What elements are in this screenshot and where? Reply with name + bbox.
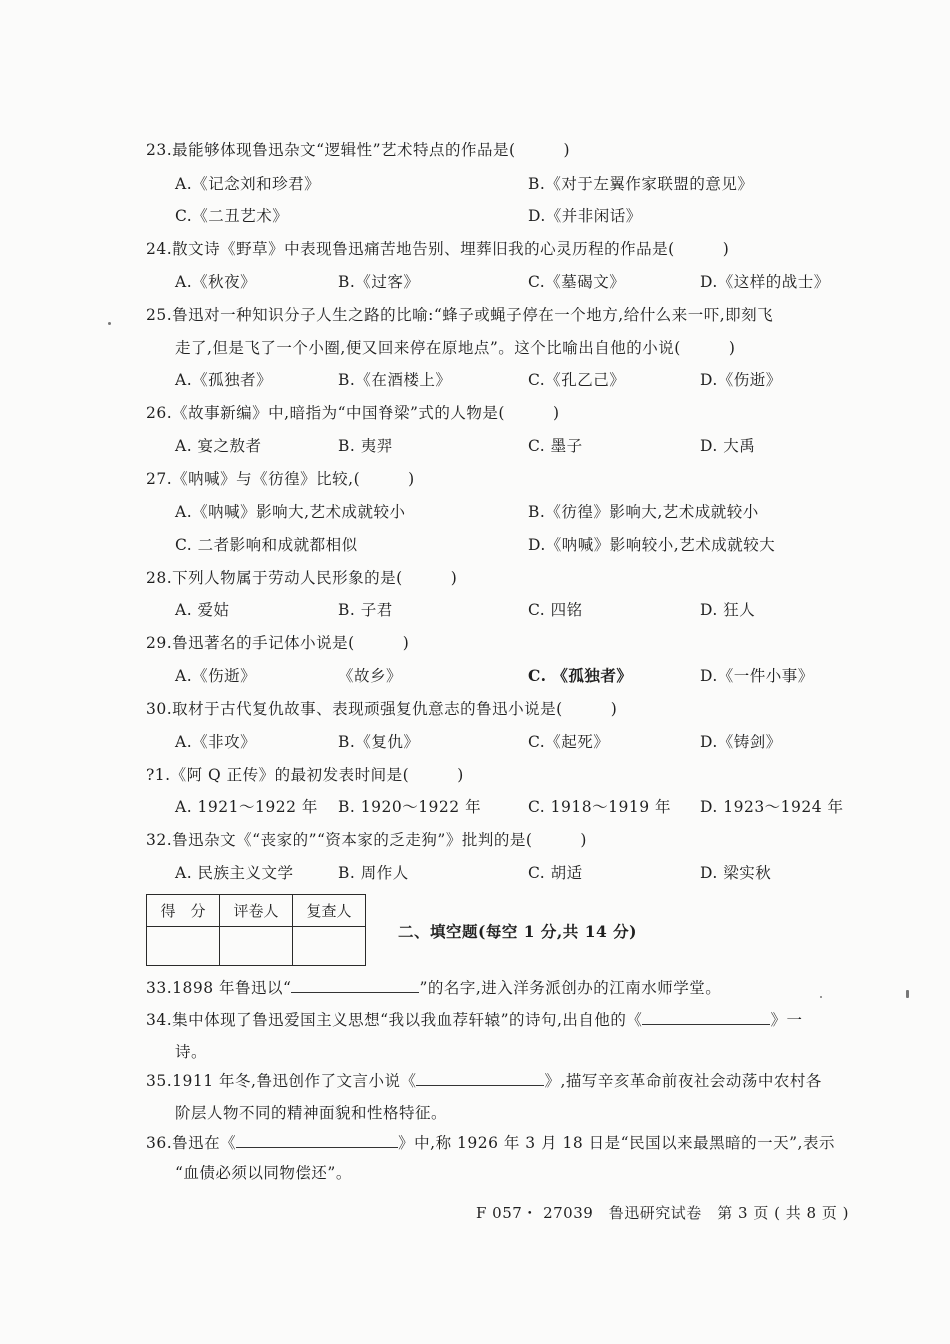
q34-text-after: 》一 bbox=[770, 1011, 803, 1029]
scan-speck bbox=[906, 990, 909, 998]
q25-option-d: D.《伤逝》 bbox=[700, 371, 782, 389]
q34-blank[interactable] bbox=[642, 1010, 770, 1025]
q24-option-c: C.《墓碣文》 bbox=[528, 273, 626, 291]
q33-blank[interactable] bbox=[291, 978, 419, 993]
q29-option-c: C. 《孤独者》 bbox=[528, 666, 633, 685]
q28-option-b: B. 子君 bbox=[338, 601, 393, 619]
q32-option-a: A. 民族主义文学 bbox=[175, 864, 294, 882]
q35-text-before: 35.1911 年冬,鲁迅创作了文言小说《 bbox=[146, 1072, 417, 1090]
q24-option-b: B.《过客》 bbox=[338, 273, 420, 291]
q23-option-c: C.《二丑艺术》 bbox=[175, 207, 289, 225]
q29-option-b: 《故乡》 bbox=[338, 667, 403, 685]
question-23: 23.最能够体现鲁迅杂文“逻辑性”艺术特点的作品是( ) bbox=[146, 141, 571, 159]
question-30: 30.取材于古代复仇故事、表现顽强复仇意志的鲁迅小说是( ) bbox=[146, 700, 618, 718]
q30-option-a: A.《非攻》 bbox=[175, 733, 257, 751]
q36-text-after: 》中,称 1926 年 3 月 18 日是“民国以来最黑暗的一天”,表示 bbox=[398, 1134, 835, 1152]
question-32: 32.鲁迅杂文《“丧家的”“资本家的乏走狗”》批判的是( ) bbox=[146, 831, 587, 849]
q24-option-a: A.《秋夜》 bbox=[175, 273, 257, 291]
q27-option-a: A.《呐喊》影响大,艺术成就较小 bbox=[175, 503, 406, 521]
scan-speck bbox=[820, 996, 822, 998]
q26-option-d: D. 大禹 bbox=[700, 437, 756, 455]
q25-option-c: C.《孔乙己》 bbox=[528, 371, 626, 389]
question-36-continued: “血债必须以同物偿还”。 bbox=[175, 1164, 352, 1182]
q31-option-d: D. 1923～1924 年 bbox=[700, 798, 844, 816]
reviewer-cell[interactable] bbox=[293, 927, 366, 966]
q30-option-d: D.《铸剑》 bbox=[700, 733, 782, 751]
question-26: 26.《故事新编》中,暗指为“中国脊梁”式的人物是( ) bbox=[146, 404, 560, 422]
question-25: 25.鲁迅对一种知识分子人生之路的比喻:“蜂子或蝇子停在一个地方,给什么来一吓,即刻飞 bbox=[146, 306, 774, 324]
page-footer: F 057・ 27039 鲁迅研究试卷 第 3 页 ( 共 8 页 ) bbox=[476, 1204, 849, 1222]
q26-option-c: C. 墨子 bbox=[528, 437, 583, 455]
q26-option-a: A. 宴之敖者 bbox=[175, 437, 262, 455]
q32-option-c: C. 胡适 bbox=[528, 864, 583, 882]
q31-option-b: B. 1920～1922 年 bbox=[338, 798, 482, 816]
q36-text-before: 36.鲁迅在《 bbox=[146, 1134, 237, 1152]
q31-option-a: A. 1921～1922 年 bbox=[175, 798, 318, 816]
q24-option-d: D.《这样的战士》 bbox=[700, 273, 830, 291]
q30-option-c: C.《起死》 bbox=[528, 733, 610, 751]
score-table bbox=[146, 894, 366, 966]
q30-option-b: B.《复仇》 bbox=[338, 733, 420, 751]
score-cell[interactable] bbox=[147, 927, 220, 966]
q29-option-d: D.《一件小事》 bbox=[700, 667, 814, 685]
question-35 bbox=[146, 1069, 822, 1091]
question-28: 28.下列人物属于劳动人民形象的是( ) bbox=[146, 569, 458, 587]
q23-option-b: B.《对于左翼作家联盟的意见》 bbox=[528, 175, 754, 193]
q28-option-d: D. 狂人 bbox=[700, 601, 756, 619]
q25-option-a: A.《孤独者》 bbox=[175, 371, 273, 389]
q27-option-c: C. 二者影响和成就都相似 bbox=[175, 536, 358, 554]
scan-speck bbox=[108, 322, 111, 325]
q32-option-b: B. 周作人 bbox=[338, 864, 409, 882]
question-31: ?1.《阿 Q 正传》的最初发表时间是( ) bbox=[146, 766, 464, 784]
reviewer-header: 复查人 bbox=[293, 895, 366, 927]
q32-option-d: D. 梁实秋 bbox=[700, 864, 772, 882]
score-header: 得 分 bbox=[147, 895, 220, 927]
q23-option-a: A.《记念刘和珍君》 bbox=[175, 175, 321, 193]
q34-text-before: 34.集中体现了鲁迅爱国主义思想“我以我血荐轩辕”的诗句,出自他的《 bbox=[146, 1011, 643, 1029]
q28-option-c: C. 四铭 bbox=[528, 601, 583, 619]
question-35-continued: 阶层人物不同的精神面貌和性格特征。 bbox=[175, 1104, 448, 1122]
question-29: 29.鲁迅著名的手记体小说是( ) bbox=[146, 634, 410, 652]
q36-blank[interactable] bbox=[236, 1133, 398, 1148]
q35-blank[interactable] bbox=[416, 1071, 544, 1086]
question-25-continued: 走了,但是飞了一个小圈,便又回来停在原地点”。这个比喻出自他的小说( ) bbox=[175, 339, 736, 357]
q25-option-b: B.《在酒楼上》 bbox=[338, 371, 452, 389]
grader-header: 评卷人 bbox=[220, 895, 293, 927]
grader-cell[interactable] bbox=[220, 927, 293, 966]
q33-text-after: ”的名字,进入洋务派创办的江南水师学堂。 bbox=[419, 979, 722, 997]
q28-option-a: A. 爱姑 bbox=[175, 601, 230, 619]
q26-option-b: B. 夷羿 bbox=[338, 437, 393, 455]
q23-option-d: D.《并非闲话》 bbox=[528, 207, 642, 225]
question-34 bbox=[146, 1008, 802, 1030]
q27-option-d: D.《呐喊》影响较小,艺术成就较大 bbox=[528, 536, 776, 554]
q29-option-a: A.《伤逝》 bbox=[175, 667, 257, 685]
q33-text-before: 33.1898 年鲁迅以“ bbox=[146, 979, 292, 997]
section-title: 二、填空题(每空 1 分,共 14 分) bbox=[398, 922, 638, 941]
question-36 bbox=[146, 1131, 835, 1153]
question-34-continued: 诗。 bbox=[175, 1043, 208, 1061]
question-33 bbox=[146, 976, 721, 998]
question-27: 27.《呐喊》与《彷徨》比较,( ) bbox=[146, 470, 415, 488]
q27-option-b: B.《彷徨》影响大,艺术成就较小 bbox=[528, 503, 759, 521]
question-24: 24.散文诗《野草》中表现鲁迅痛苦地告别、埋葬旧我的心灵历程的作品是( ) bbox=[146, 240, 730, 258]
q31-option-c: C. 1918～1919 年 bbox=[528, 798, 671, 816]
q35-text-after: 》,描写辛亥革命前夜社会动荡中农村各 bbox=[544, 1072, 822, 1090]
